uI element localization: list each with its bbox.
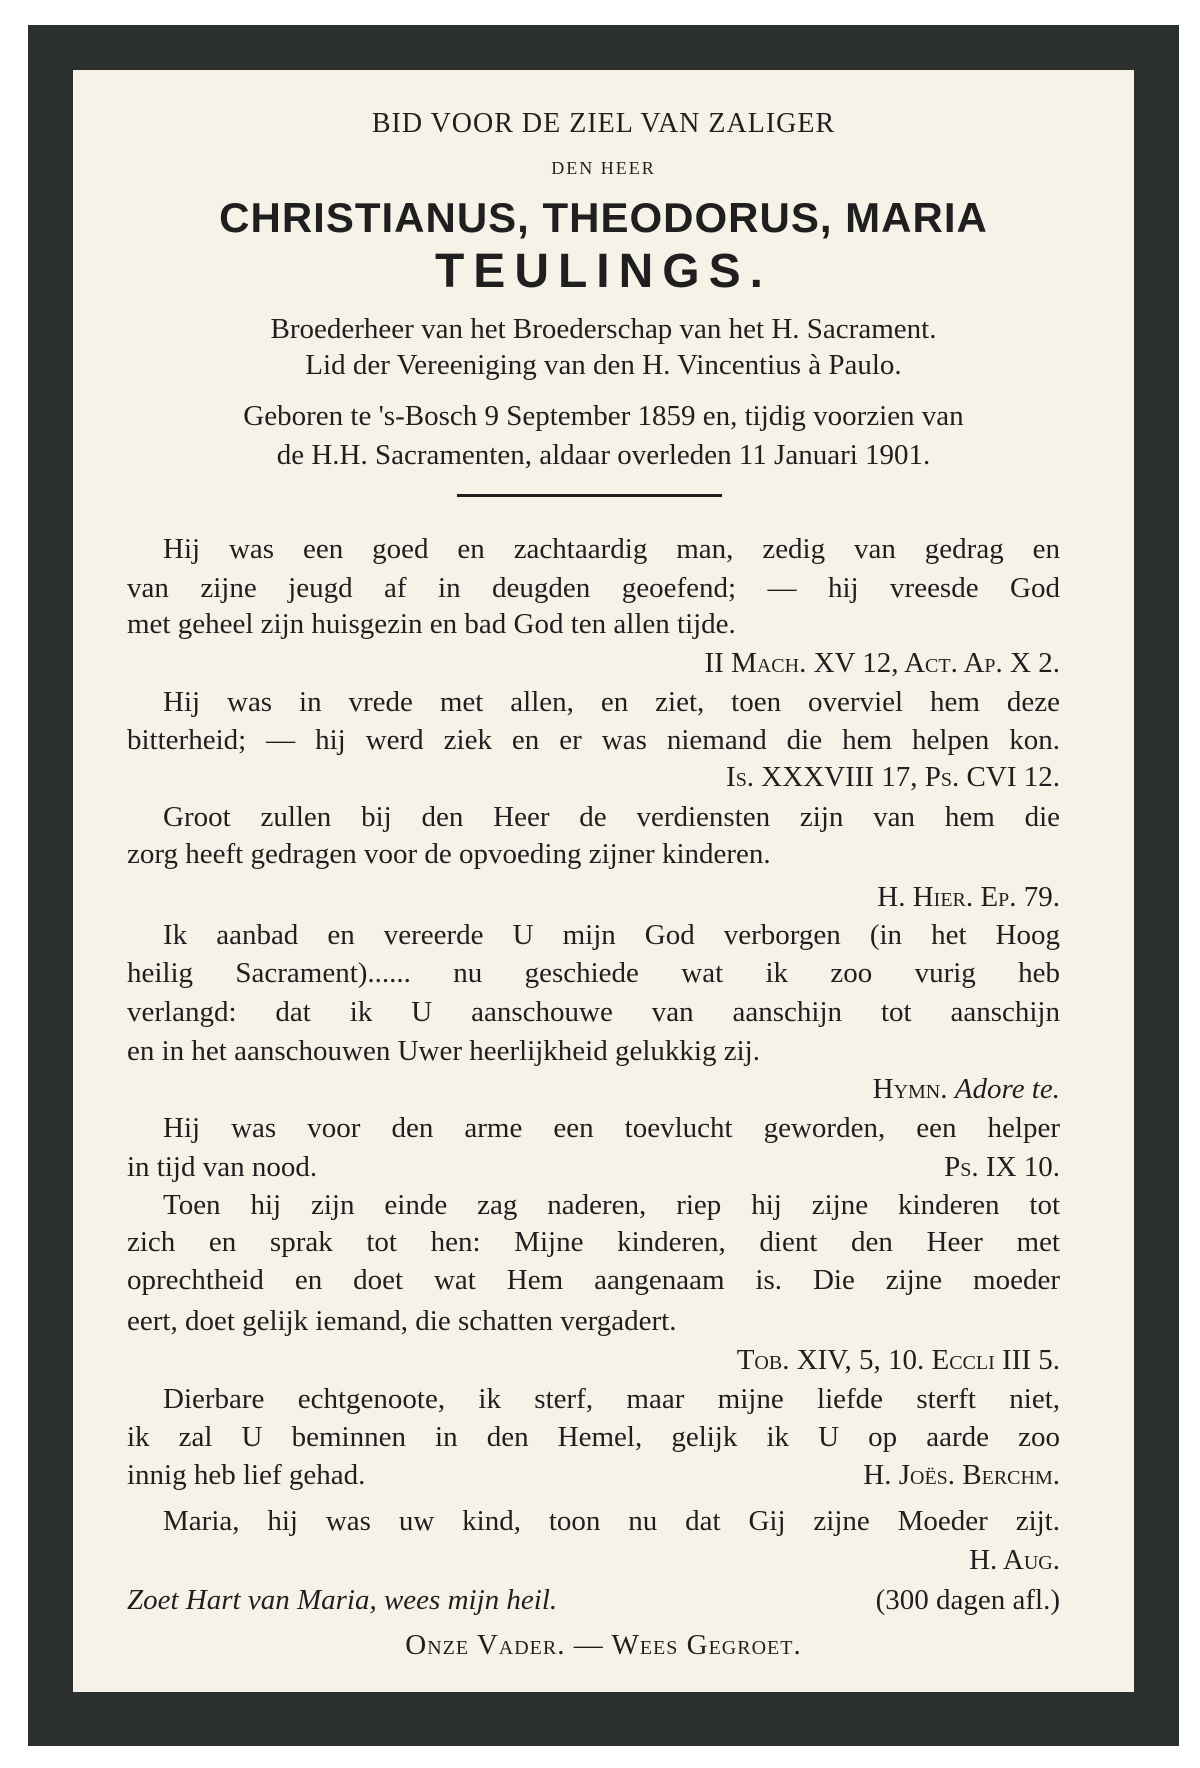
- role-vincentius: Lid der Vereeniging van den H. Vincentius à Paulo.: [305, 349, 902, 381]
- ejaculation-prayer: Zoet Hart van Maria, wees mijn heil.: [127, 1584, 558, 1616]
- body-line: zorg heeft gedragen voor de opvoeding zijner kinderen.: [127, 838, 771, 870]
- body-line: Hij was in vrede met allen, en ziet, toen overviel hem deze: [163, 686, 1060, 718]
- hymn-title: Adore te.: [954, 1073, 1060, 1105]
- body-text: in tijd van nood.: [127, 1151, 318, 1183]
- body-line: heilig Sacrament)...... nu geschiede wat ik zoo vurig heb: [127, 957, 1060, 989]
- birth-text: Geboren te 's-Bosch 9 September 1859 en, tijdig voorzien van: [243, 400, 964, 432]
- closing-prayers: Onze Vader. — Wees Gegroet.: [405, 1629, 802, 1661]
- body-text: innig heb lief gehad.: [127, 1459, 366, 1491]
- body-line: Groot zullen bij den Heer de verdiensten zijn van hem die: [163, 801, 1060, 833]
- scripture-reference: Tob. XIV, 5, 10. Eccli III 5.: [736, 1344, 1060, 1376]
- deceased-surname: TEULINGS.: [434, 245, 772, 298]
- body-line: oprechtheid en doet wat Hem aangenaam is. Die zijne moeder: [127, 1264, 1060, 1296]
- body-line: en in het aanschouwen Uwer heerlijkheid gelukkig zij.: [127, 1035, 760, 1067]
- scripture-reference: Is. XXXVIII 17, Ps. CVI 12.: [726, 761, 1060, 793]
- scripture-reference: H. Hier. Ep. 79.: [877, 881, 1060, 913]
- body-line: [127, 1147, 1060, 1187]
- body-line: Hij was een goed en zachtaardig man, zedig van gedrag en: [163, 533, 1060, 565]
- scripture-reference: [127, 1069, 1060, 1109]
- prayer-line: [127, 1580, 1060, 1620]
- scripture-reference: II Mach. XV 12, Act. Ap. X 2.: [704, 647, 1060, 679]
- body-line: Maria, hij was uw kind, toon nu dat Gij zijne Moeder zijt.: [163, 1505, 1060, 1537]
- body-line: Ik aanbad en vereerde U mijn God verborgen (in het Hoog: [163, 919, 1060, 951]
- body-line: ik zal U beminnen in den Hemel, gelijk ik U op aarde zoo: [127, 1421, 1060, 1453]
- body-line: met geheel zijn huisgezin en bad God ten allen tijde.: [127, 608, 736, 640]
- body-line: Dierbare echtgenoote, ik sterf, maar mijne liefde sterft niet,: [163, 1383, 1060, 1415]
- body-line: Toen hij zijn einde zag naderen, riep hij zijne kinderen tot: [163, 1189, 1060, 1221]
- scripture-reference: H. Joës. Berchm.: [863, 1459, 1060, 1491]
- scripture-reference: Ps. IX 10.: [944, 1151, 1060, 1183]
- role-brotherhood: Broederheer van het Broederschap van het H. Sacrament.: [270, 313, 937, 345]
- den-heer-label: DEN HEER: [551, 158, 656, 178]
- deceased-given-names: CHRISTIANUS, THEODORUS, MARIA: [219, 194, 988, 241]
- body-line: van zijne jeugd af in deugden geoefend; — hij vreesde God: [127, 572, 1060, 604]
- body-line: eert, doet gelijk iemand, die schatten vergadert.: [127, 1305, 677, 1337]
- body-line: Hij was voor den arme een toevlucht geworden, een helper: [163, 1112, 1060, 1144]
- body-line: verlangd: dat ik U aanschouwe van aanschijn tot aanschijn: [127, 996, 1060, 1028]
- body-line: zich en sprak tot hen: Mijne kinderen, dient den Heer met: [127, 1226, 1060, 1258]
- hymn-label: Hymn.: [872, 1073, 948, 1105]
- body-line: [127, 1455, 1060, 1495]
- scripture-reference: H. Aug.: [969, 1544, 1060, 1576]
- body-line: bitterheid; — hij werd ziek en er was niemand die hem helpen kon.: [127, 724, 1060, 756]
- death-text: de H.H. Sacramenten, aldaar overleden 11 Januari 1901.: [276, 439, 931, 471]
- divider-rule: [457, 494, 722, 497]
- indulgence-note: (300 dagen afl.): [875, 1584, 1060, 1616]
- prayer-heading: BID VOOR DE ZIEL VAN ZALIGER: [371, 108, 836, 139]
